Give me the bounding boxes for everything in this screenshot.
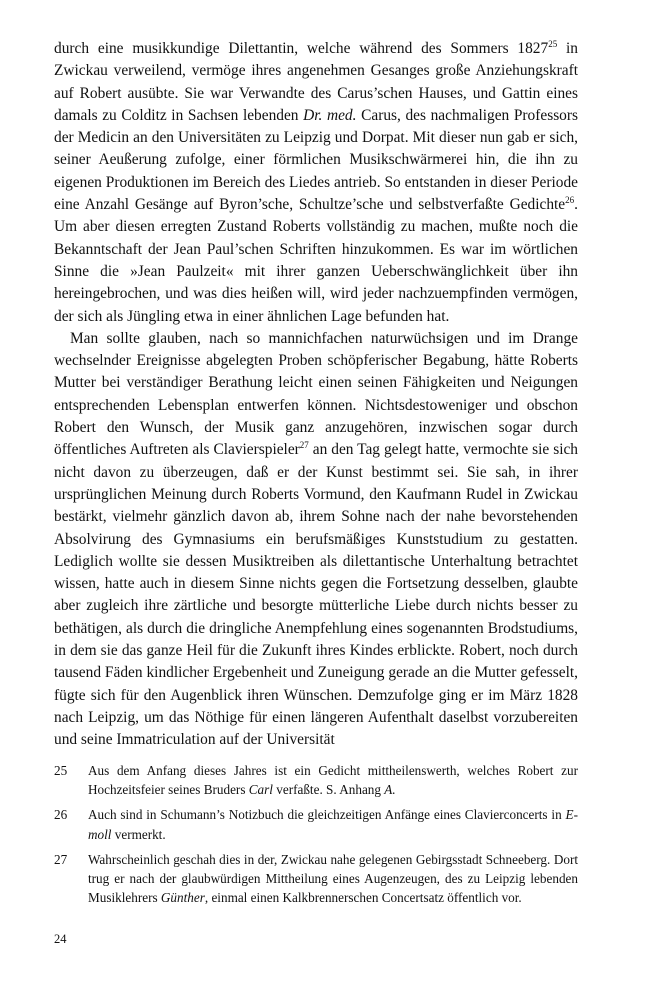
text-run: vermerkt. (111, 826, 166, 842)
paragraph-2 (54, 328, 578, 752)
text-run: verfaßte. S. Anhang (272, 782, 385, 798)
italic-text: Günther (160, 890, 205, 906)
text-run: , einmal einen Kalkbrennerschen Concertsatz öffentlich vor. (204, 890, 522, 906)
text-run: Wahrscheinlich geschah dies in der, Zwickau nahe gelegenen Gebirgsstadt Schneeberg. Dort trug er nach der glaubwürdigen Mittheilung eines Augenzeugen, des zu Leipzig lebenden Musiklehrers (88, 851, 578, 906)
text-run: an den Tag gelegt hatte, vermochte sie sich nicht davon zu überzeugen, daß er der Kunst bestimmt sei. Sie sah, in ihrer ursprünglichen Meinung durch Roberts Vormund, den Kaufmann Rudel in Zwickau bestärkt, vielmehr gänzlich davon ab, ihrem Sohne nach der nahe bevorstehenden Absolvirung des Gymnasiums ein berufsmäßiges Kunststudium zu gestatten. Lediglich wollte sie dessen Musiktreiben als dilettantische Unterhaltung betrachtet wissen, hatte auch in diesem Sinne nichts gegen die Fortsetzung desselben, glaubte aber zugleich ihre zärtliche und besorgte mütterliche Liebe durch nichts besser zu bethätigen, als durch die dringliche Anempfehlung eines sogenannten Brodstudiums, in dem sie das ganze Heil für die Zukunft ihres Kindes erblickte. Robert, noch durch tausend Fäden kindlicher Ergebenheit und Zuneigung gerade an die Mutter gefesselt, fügte sich für den Augenblick ihren Wünschen. Demzufolge ging er im März 1828 nach Leipzig, um das Nöthige für einen längeren Aufenthalt daselbst vorzubereiten und seine Immatriculation auf der Universität (54, 441, 579, 749)
italic-text: Carl (248, 782, 273, 798)
italic-text: A. (384, 782, 396, 798)
italic-text: E-moll (88, 807, 578, 842)
footnote-reference: 25 (548, 39, 558, 49)
body-text (54, 38, 578, 752)
text-run: . Um aber diesen erregten Zustand Roberts vollständig zu machen, mußte noch die Bekanntschaft der Jean Paul’schen Schriften hinzukommen. Es war im wörtlichen Sinne die »Jean Paulzeit« mit ihrer ganzen Ueberschwänglichkeit über ihn hereingebrochen, und was dies heißen will, wird jeder nachzuempfinden vermögen, der sich als Jüngling etwa in einer ähnlichen Lage befunden hat. (54, 196, 578, 325)
footnotes (54, 761, 578, 913)
page-number: 24 (54, 932, 67, 946)
footnote-25 (54, 761, 578, 799)
footnote-text (88, 805, 578, 843)
footnote-27 (54, 850, 578, 908)
footnote-number: 27 (54, 851, 68, 867)
text-run: durch eine musikkundige Dilettantin, welche während des Sommers 1827 (54, 40, 549, 57)
footnote-number: 25 (54, 763, 68, 778)
footnote-text (88, 850, 578, 908)
footnote-26 (54, 805, 578, 843)
footnote-text (88, 761, 578, 799)
text-run: Carus, des nachmaligen Professors der Medicin an den Universitäten zu Leipzig und Dorpat. Mit dieser nun gab er sich, seiner Aeußerung zufolge, einer förmlichen Musikschwärmerei hin, die ihn zu eigenen Produktionen im Bereich des Liedes antrieb. So entstanden in dieser Periode eine Anzahl Gesänge auf Byron’sche, Schultze’sche und selbstverfaßte Gedichte (54, 106, 578, 214)
text-run: in Zwickau verweilend, vermöge ihres angenehmen Gesanges große Anziehungskraft auf Robert ausübte. Sie war Verwandte des Carus’schen Hauses, und Gattin eines damals zu Colditz in Sachsen lebenden (54, 40, 578, 124)
text-run: Auch sind in Schumann’s Notizbuch die gleichzeitigen Anfänge eines Clavierconcerts in (88, 807, 566, 823)
paragraph-1 (54, 38, 578, 328)
footnote-reference: 27 (299, 440, 309, 451)
text-run: Aus dem Anfang dieses Jahres ist ein Gedicht mittheilenswerth, welches Robert zur Hochzeitsfeier seines Bruders (88, 763, 578, 798)
footnote-number: 26 (54, 807, 68, 823)
footnote-reference: 26 (565, 195, 575, 206)
italic-text: Dr. med. (303, 106, 357, 124)
text-run: Man sollte glauben, nach so mannichfachen naturwüchsigen und im Drange wechselnder Ereignisse abgelegten Proben schöpferischer Begabung, hätte Roberts Mutter bei verständiger Berathung leicht einen seinen Fähigkeiten und Neigungen entsprechenden Lebensplan entwerfen können. Nichtsdestoweniger und obschon Robert den Wunsch, der Musik ganz anzugehören, inzwischen sogar durch öffentliches Auftreten als Clavierspieler (54, 329, 578, 459)
